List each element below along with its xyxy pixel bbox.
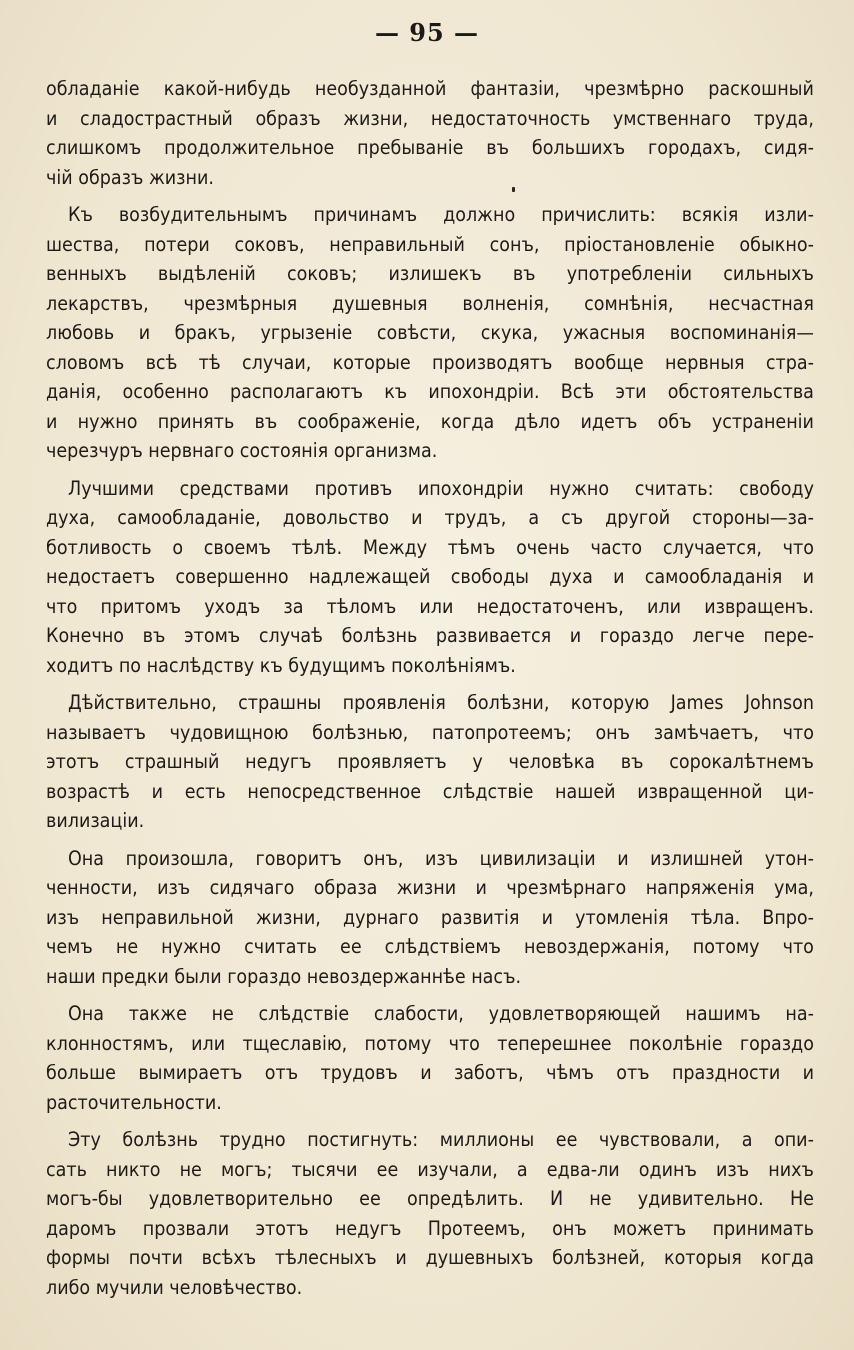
text-line: чiй образъ жизни. [46,165,214,189]
text-line: Къ возбудительнымъ причинамъ должно причислить: всякiя изли- [68,203,814,226]
page-number: — 95 — [374,18,480,47]
paragraph [46,1125,814,1302]
text-line: могъ-бы удовлетворительно ее опредѣлить. И не удивительно. Не [46,1187,814,1210]
body-text [46,74,814,1310]
paragraph [46,999,814,1117]
text-line: ботливость о своемъ тѣлѣ. Между тѣмъ очень часто случается, что [46,535,814,559]
text-line: обладанiе какой-нибудь необузданной фантазiи, чрезмѣрно раскошный [46,77,814,100]
paragraph [46,74,814,192]
text-line: слишкомъ продолжительное пребыванiе въ большихъ городахъ, сидя- [46,136,814,159]
text-line: вилизацiи. [46,809,145,832]
text-line: называетъ чудовищною болѣзнью, патопротеемъ; онъ замѣчаетъ, что [46,720,814,744]
text-line: Конечно въ этомъ случаѣ болѣзнь развивается и гораздо легче пере- [46,624,814,647]
text-line: шества, потери соковъ, неправильный сонъ, прiостановленiе обыкно- [46,232,814,256]
paragraph [46,200,814,466]
text-line: изъ неправильной жизни, дурнаго развитiя и утомленiя тѣла. Впро- [46,905,814,929]
text-line: ченности, изъ сидячаго образа жизни и чрезмѣрнаго напряженiя ума, [46,876,814,899]
text-line: Дѣйствительно, страшны проявленiя болѣзни, которую James Johnson [68,691,814,714]
text-line: Она также не слѣдствiе слабости, удовлетворяющей нашимъ на- [68,1002,814,1025]
text-line: либо мучили человѣчество. [46,1275,303,1299]
text-line: больше вымираетъ отъ трудовъ и заботъ, чѣмъ отъ праздности и [46,1061,814,1084]
text-line: сать никто не могъ; тысячи ее изучали, а едва-ли одинъ изъ нихъ [46,1157,814,1181]
paragraph [46,688,814,836]
text-line: черезчуръ нервнаго состоянiя организма. [46,439,438,462]
text-line: клонностямъ, или тщеславiю, потому что теперешнее поколѣнiе гораздо [46,1031,814,1055]
text-line: лекарствъ, чрезмѣрныя душевныя волненiя, сомнѣнiя, несчастная [46,291,814,315]
text-line: недостаетъ совершенно надлежащей свободы духа и самообладанiя и [46,565,814,588]
text-line: данiя, особенно располагаютъ къ ипохондрiи. Всѣ эти обстоятельства [46,380,814,403]
text-line: и сладострастный образъ жизни, недостаточность умственнаго труда, [46,106,814,130]
text-line: любовь и бракъ, угрызенiе совѣсти, скука, ужасныя воспоминанiя— [46,321,814,344]
text-line: ходитъ по наслѣдству къ будущимъ поколѣнiямъ. [46,653,516,677]
text-line: расточительности. [46,1090,222,1114]
paragraph [46,474,814,681]
text-line: Эту болѣзнь трудно постигнуть: миллионы ее чувствовали, а опи- [68,1128,814,1151]
text-line: словомъ всѣ тѣ случаи, которые производятъ вообще нервныя стра- [46,350,814,374]
text-line: венныхъ выдѣленiй соковъ; излишекъ въ употребленiи сильныхъ [46,262,814,285]
text-line: формы почти всѣхъ тѣлесныхъ и душевныхъ болѣзней, которыя когда [46,1246,814,1269]
text-line: возрастѣ и есть непосредственное слѣдствiе нашей извращенной ци- [46,779,814,803]
text-line: даромъ прозвали этотъ недугъ Протеемъ, онъ можетъ принимать [46,1216,814,1240]
text-line: что притомъ уходъ за тѣломъ или недостаточенъ, или извращенъ. [46,594,814,618]
text-line: духа, самообладанiе, довольство и трудъ, а съ другой стороны—за- [46,506,814,529]
text-line: наши предки были гораздо невоздержаннѣе насъ. [46,964,522,988]
text-line: чемъ не нужно считать ее слѣдствiемъ невоздержанiя, потому что [46,935,814,958]
text-line: и нужно принять въ соображенiе, когда дѣло идетъ объ устраненiи [46,409,814,433]
text-line: этотъ страшный недугъ проявляетъ у человѣка въ сорокалѣтнемъ [46,750,814,773]
paragraph [46,844,814,992]
text-line: Лучшими средствами противъ ипохондрiи нужно считать: свободу [68,476,814,500]
text-line: Она произошла, говоритъ онъ, изъ цивилизацiи и излишней утон- [68,846,814,870]
